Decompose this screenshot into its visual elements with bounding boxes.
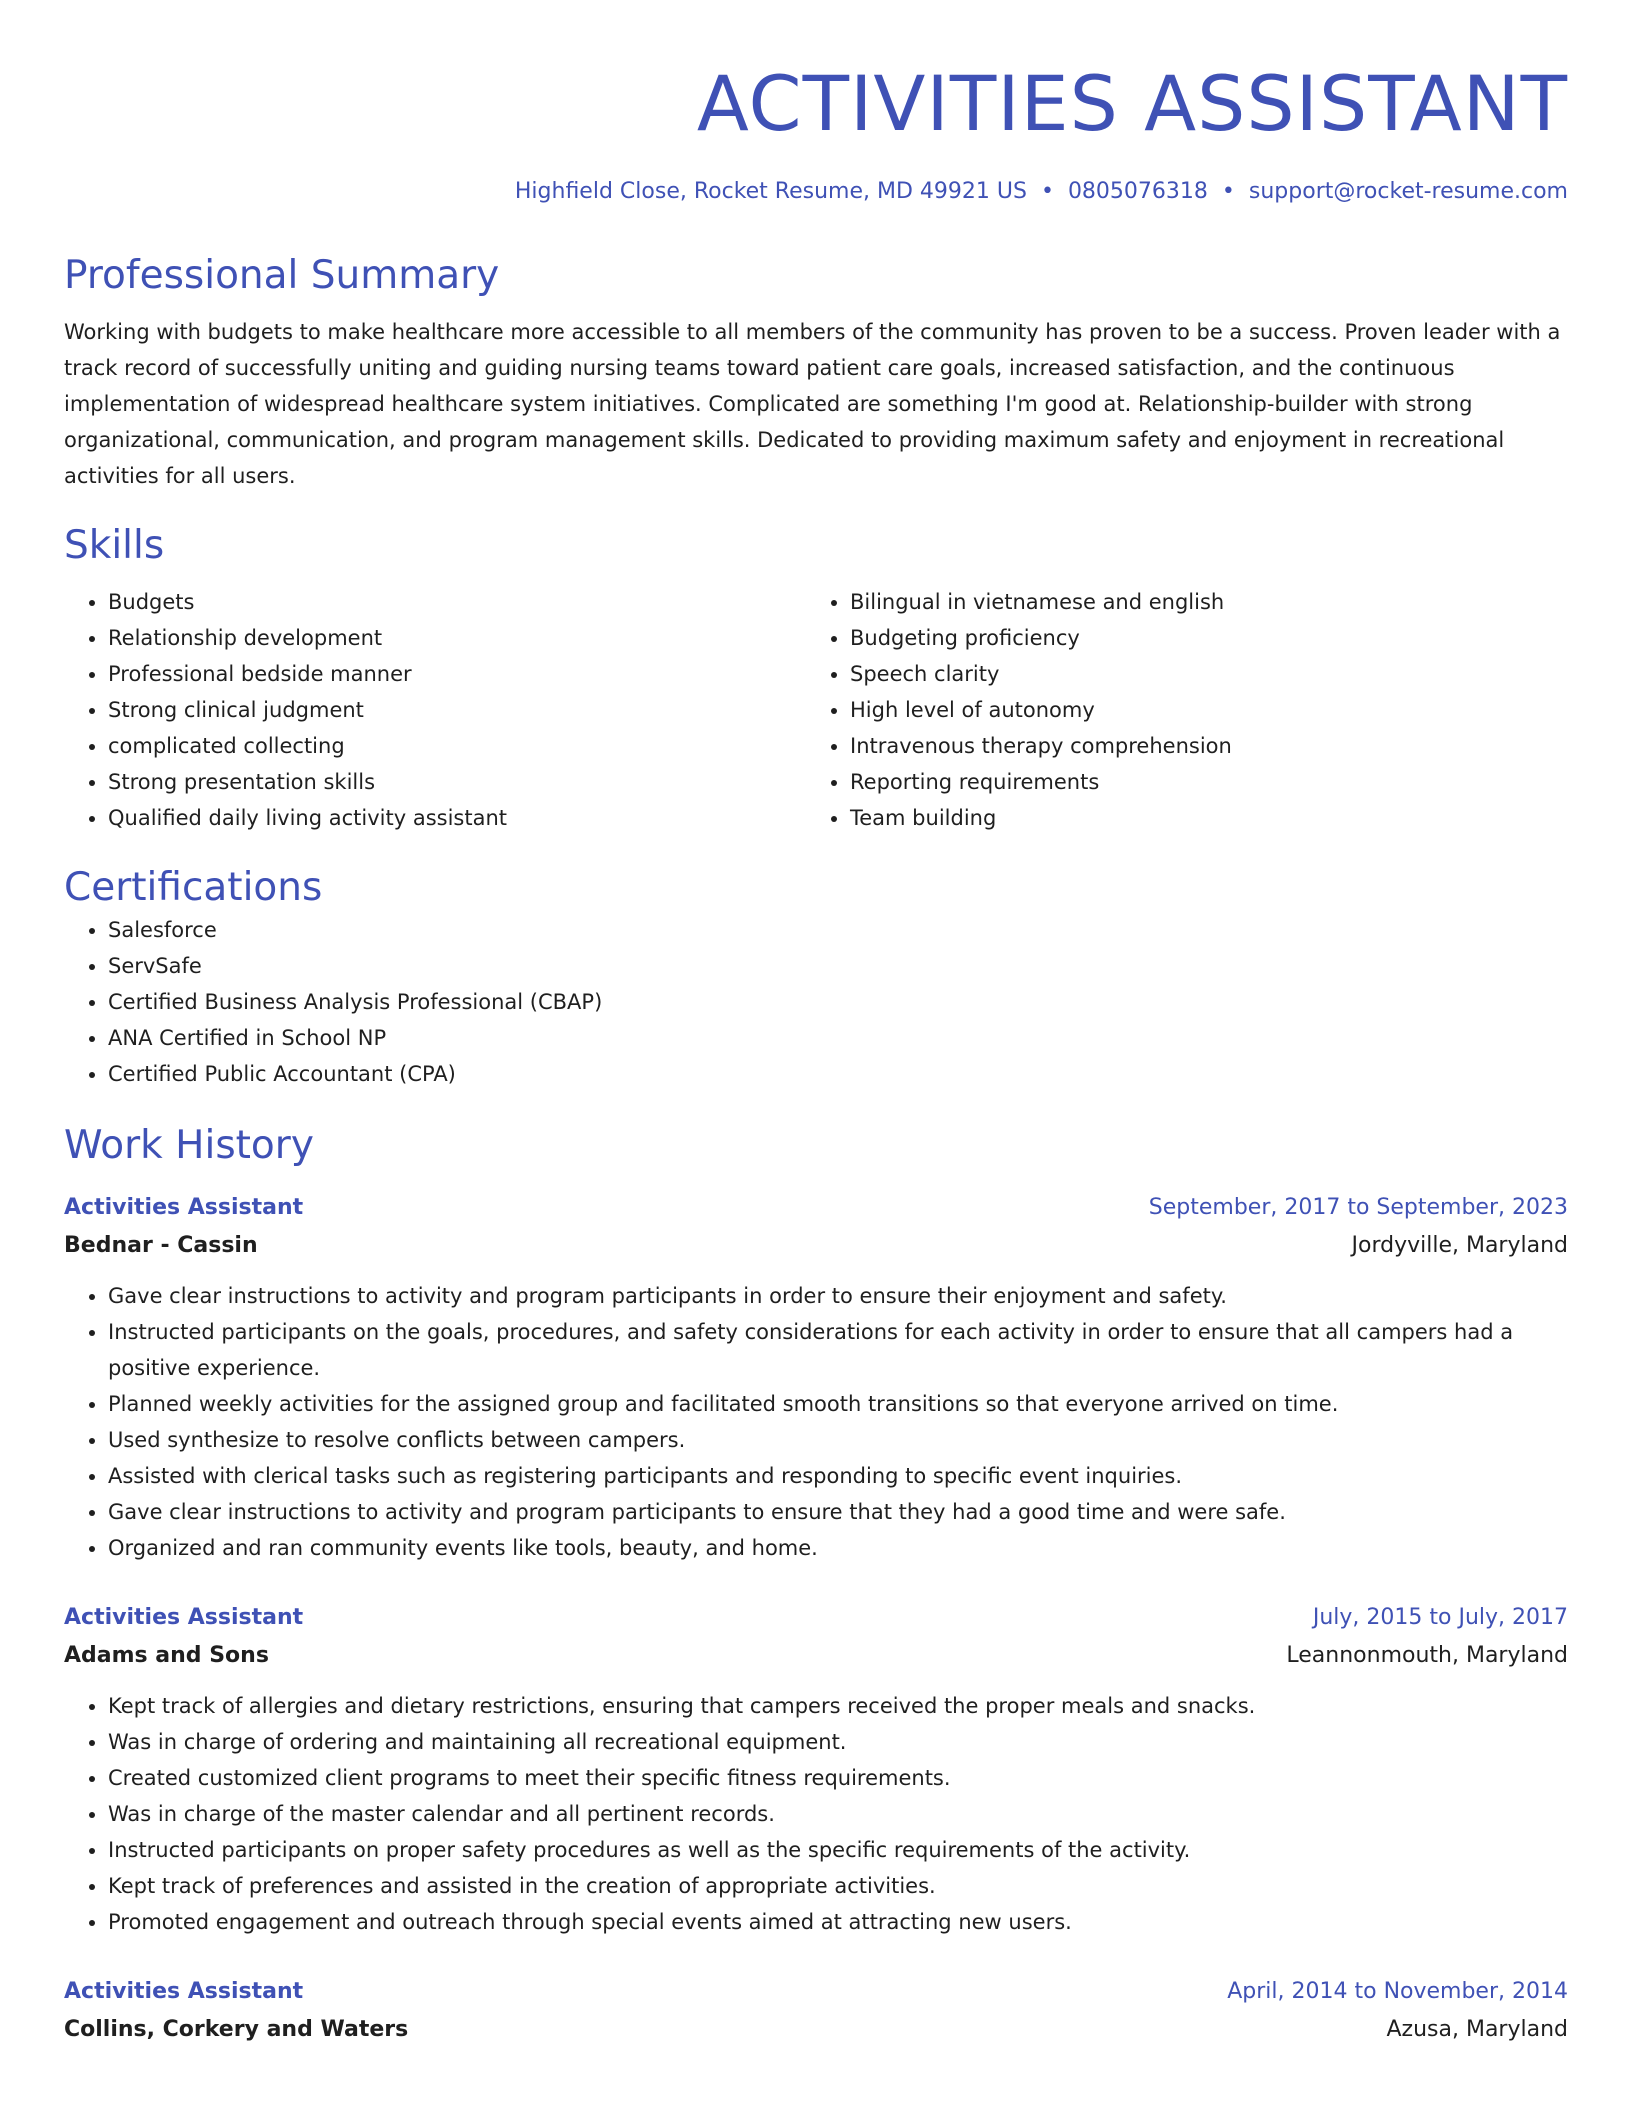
certifications-heading: Certifications: [64, 865, 323, 910]
contact-address: Highfield Close, Rocket Resume, MD 49921 US: [514, 179, 1027, 204]
skill-item: • Qualified daily living activity assistant: [108, 800, 806, 836]
summary-heading: Professional Summary: [64, 253, 500, 298]
job-bullet: • Assisted with clerical tasks such as registering participants and responding to specific event inquiries.: [108, 1458, 1568, 1494]
certification-item: • ServSafe: [108, 948, 1568, 984]
job-title: Activities Assistant: [64, 1195, 304, 1220]
skill-item: • Team building: [850, 800, 1568, 836]
certification-item: • Certified Public Accountant (CPA): [108, 1056, 1568, 1092]
skill-item: • Budgets: [108, 584, 806, 620]
work-history-heading: Work History: [64, 1123, 314, 1168]
contact-line: [64, 176, 1568, 208]
skill-item: • Professional bedside manner: [108, 656, 806, 692]
job-bullet: • Created customized client programs to meet their specific fitness requirements.: [108, 1760, 1568, 1796]
contact-separator: •: [1040, 179, 1054, 204]
job-location: Azusa, Maryland: [1386, 2017, 1568, 2042]
skill-item: • Budgeting proficiency: [850, 620, 1568, 656]
skill-item: • complicated collecting: [108, 728, 806, 764]
job-bullet: • Promoted engagement and outreach through special events aimed at attracting new users.: [108, 1904, 1568, 1940]
job-company: Bednar - Cassin: [64, 1233, 258, 1258]
job-company: Adams and Sons: [64, 1643, 269, 1668]
job-entry: [64, 1190, 1568, 1566]
skill-item: • Bilingual in vietnamese and english: [850, 584, 1568, 620]
job-bullet: • Gave clear instructions to activity and program participants in order to ensure their enjoyment and safety.: [108, 1278, 1568, 1314]
contact-email[interactable]: support@rocket-resume.com: [1248, 179, 1568, 204]
job-dates: September, 2017 to September, 2023: [1148, 1195, 1568, 1220]
skill-item: • High level of autonomy: [850, 692, 1568, 728]
certifications-list: [64, 912, 1568, 1092]
job-bullet: • Used synthesize to resolve conflicts between campers.: [108, 1422, 1568, 1458]
job-subheader: [64, 2010, 1568, 2050]
job-bullet: • Kept track of allergies and dietary restrictions, ensuring that campers received the proper meals and snacks.: [108, 1688, 1568, 1724]
job-title: Activities Assistant: [64, 1979, 304, 2004]
job-bullet: • Gave clear instructions to activity and program participants to ensure that they had a good time and were safe.: [108, 1494, 1568, 1530]
job-entry: [64, 1974, 1568, 2050]
contact-separator: •: [1221, 179, 1235, 204]
job-location: Jordyville, Maryland: [1351, 1233, 1568, 1258]
skill-item: • Speech clarity: [850, 656, 1568, 692]
skill-item: • Strong clinical judgment: [108, 692, 806, 728]
job-bullet: • Was in charge of ordering and maintaining all recreational equipment.: [108, 1724, 1568, 1760]
certification-item: • ANA Certified in School NP: [108, 1020, 1568, 1056]
job-bullets: [64, 1278, 1568, 1566]
job-location: Leannonmouth, Maryland: [1286, 1643, 1568, 1668]
skill-item: • Reporting requirements: [850, 764, 1568, 800]
certification-item: • Certified Business Analysis Professional (CBAP): [108, 984, 1568, 1020]
skills-heading: Skills: [64, 523, 165, 568]
job-bullet: • Planned weekly activities for the assigned group and facilitated smooth transitions so that everyone arrived on time.: [108, 1386, 1568, 1422]
skill-item: • Relationship development: [108, 620, 806, 656]
job-header: [64, 1190, 1568, 1226]
job-bullets: [64, 1688, 1568, 1940]
job-company: Collins, Corkery and Waters: [64, 2017, 409, 2042]
job-bullet: • Was in charge of the master calendar and all pertinent records.: [108, 1796, 1568, 1832]
certification-item: • Salesforce: [108, 912, 1568, 948]
skills-grid: [64, 584, 1568, 836]
job-dates: July, 2015 to July, 2017: [1312, 1605, 1568, 1630]
skill-item: • Strong presentation skills: [108, 764, 806, 800]
skills-list-right: [806, 584, 1568, 836]
job-entry: [64, 1600, 1568, 1940]
summary-text: Working with budgets to make healthcare more accessible to all members of the community has proven to be a success. Proven leader with a track record of successfully uniting and guiding nursing teams toward patient care goals, increased satisfaction, and the continuous implementation of widespread healthcare system initiatives. Complicated are something I'm good at. Relationship-builder with strong organizational, communication, and program management skills. Dedicated to providing maximum safety and enjoyment in recreational activities for all users.: [64, 320, 1561, 488]
skill-item: • Intravenous therapy comprehension: [850, 728, 1568, 764]
candidate-name: ACTIVITIES ASSISTANT: [696, 59, 1568, 148]
job-subheader: [64, 1636, 1568, 1676]
skills-list-left: [64, 584, 806, 836]
job-bullet: • Instructed participants on the goals, procedures, and safety considerations for each activity in order to ensure that all campers had a positive experience.: [108, 1314, 1568, 1386]
contact-phone: 0805076318: [1067, 179, 1208, 204]
job-header: [64, 1974, 1568, 2010]
job-dates: April, 2014 to November, 2014: [1227, 1979, 1568, 2004]
job-header: [64, 1600, 1568, 1636]
job-bullet: • Organized and ran community events like tools, beauty, and home.: [108, 1530, 1568, 1566]
resume-page: [64, 0, 1568, 2050]
job-bullet: • Kept track of preferences and assisted in the creation of appropriate activities.: [108, 1868, 1568, 1904]
job-title: Activities Assistant: [64, 1605, 304, 1630]
job-bullet: • Instructed participants on proper safety procedures as well as the specific requirements of the activity.: [108, 1832, 1568, 1868]
job-subheader: [64, 1226, 1568, 1266]
